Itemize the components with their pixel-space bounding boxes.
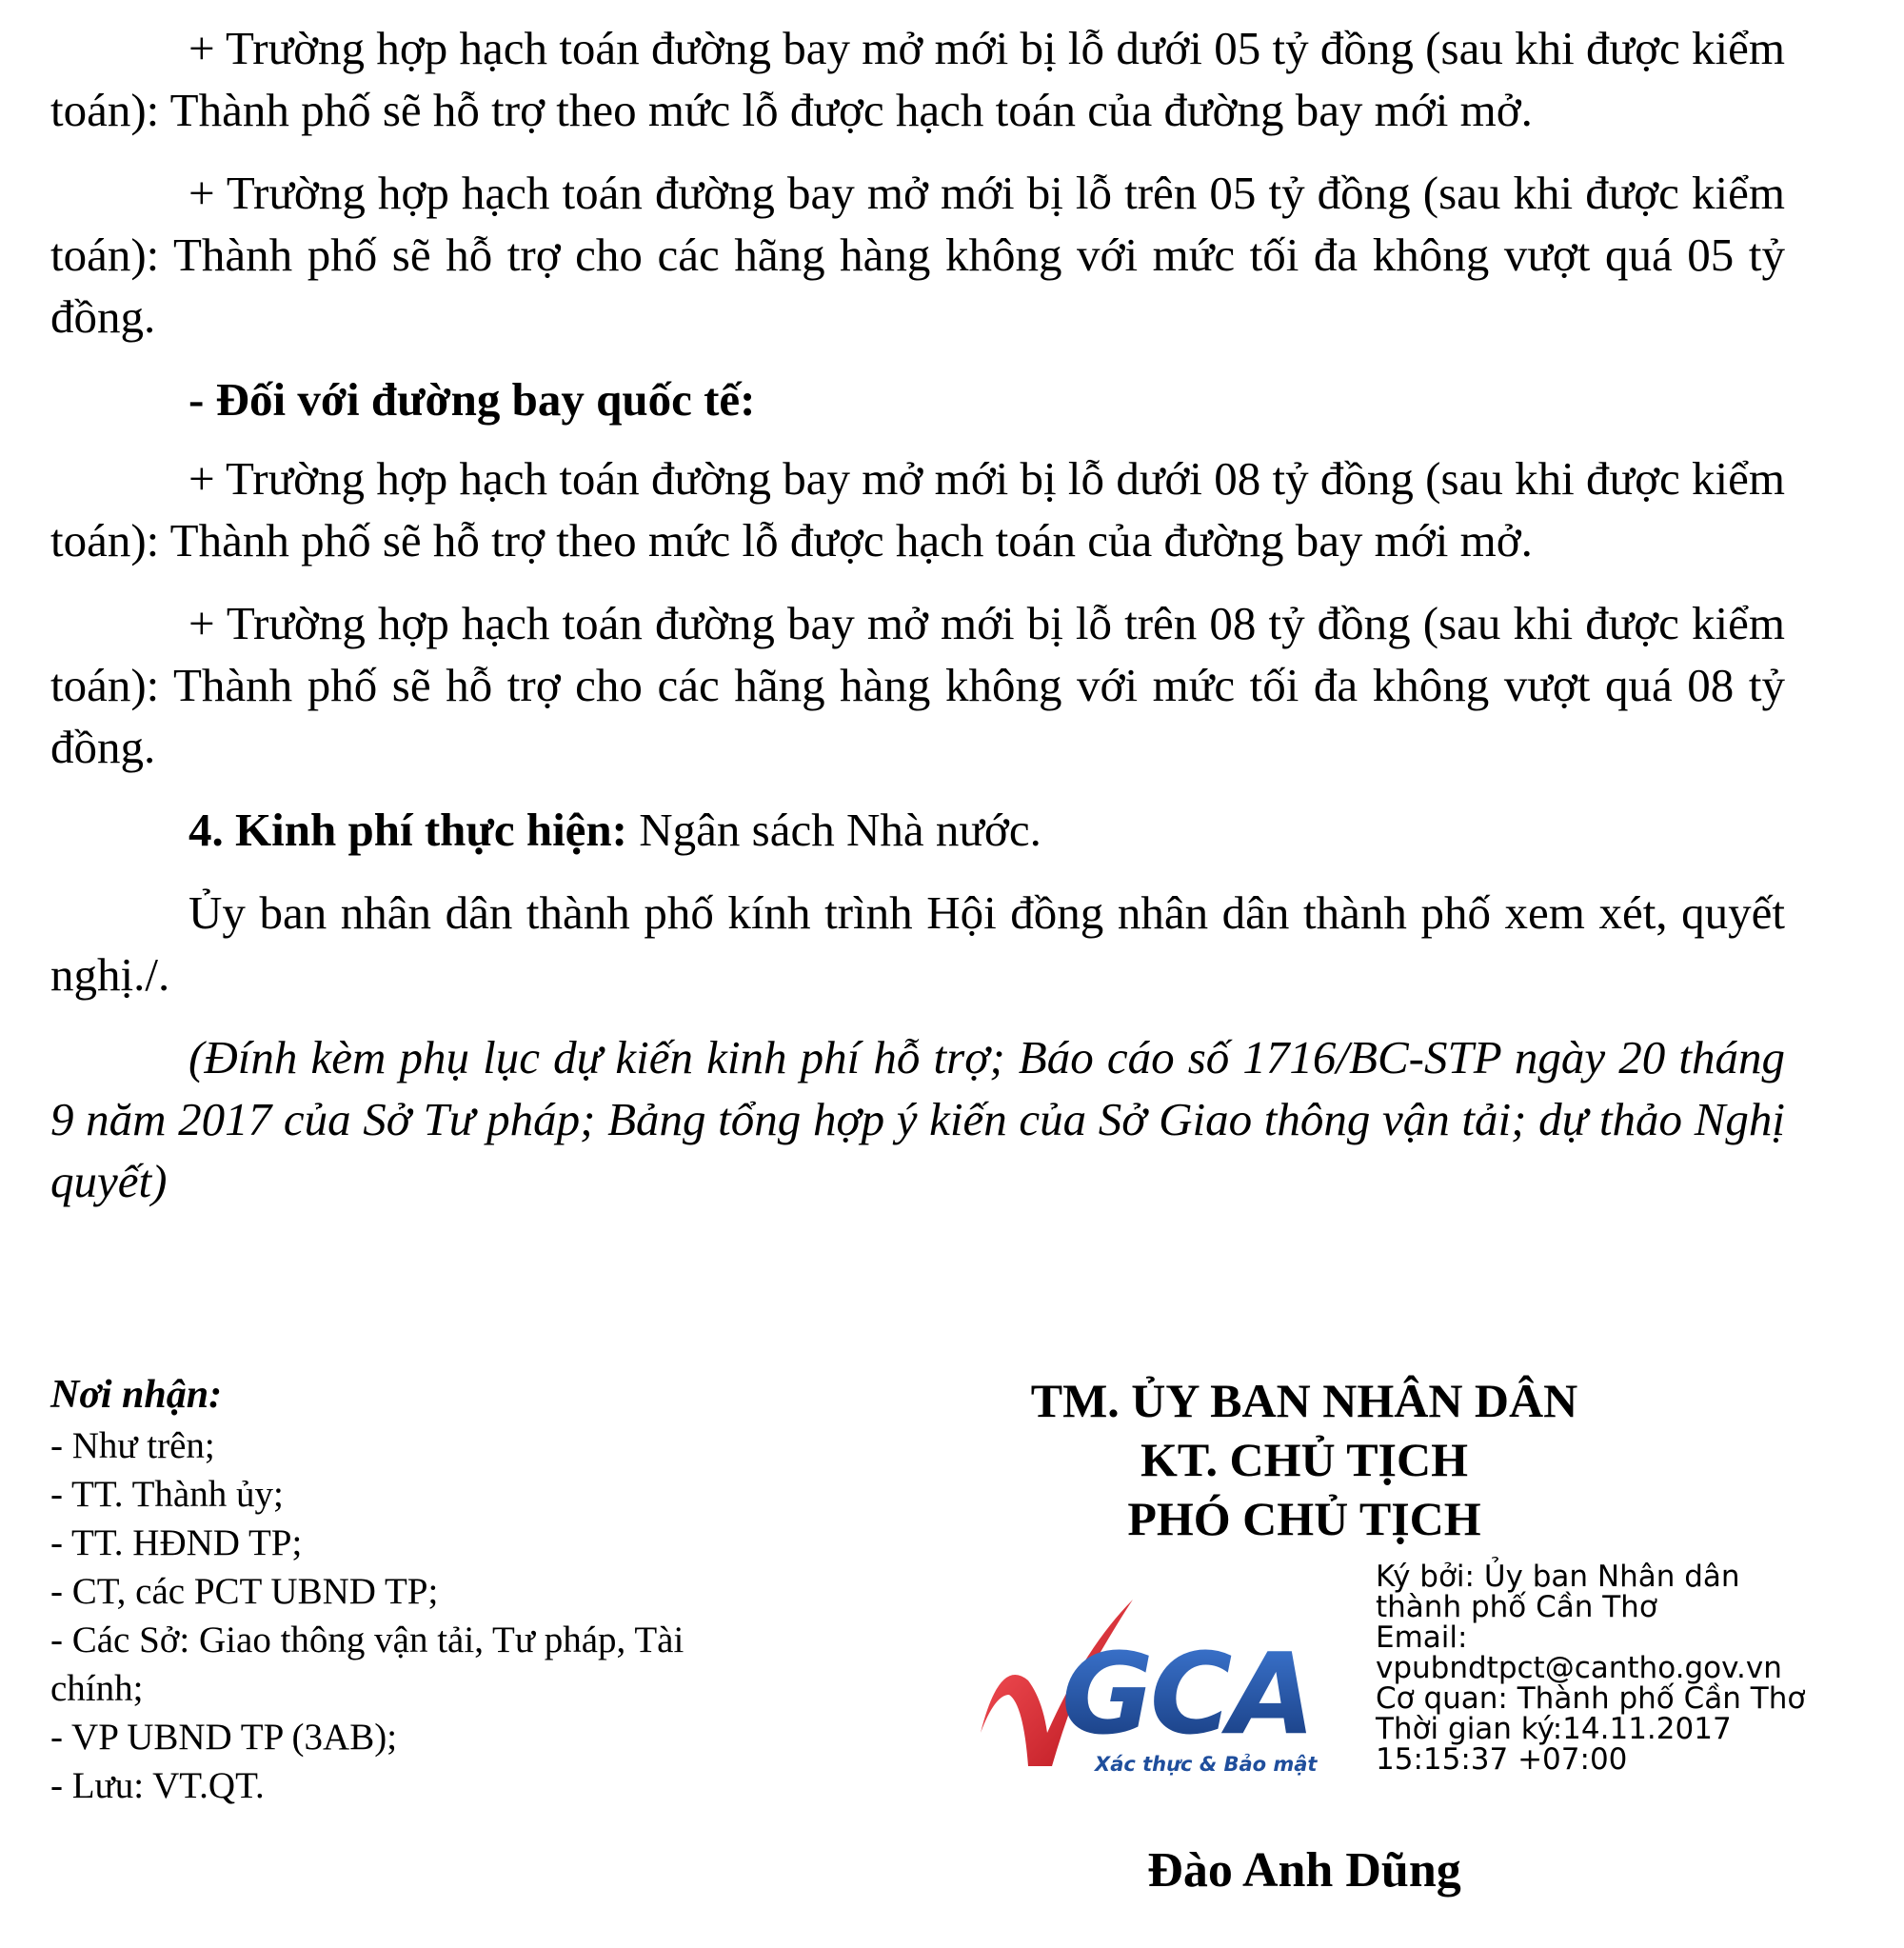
funding-label: 4. Kinh phí thực hiện: — [188, 804, 628, 856]
funding-value: Ngân sách Nhà nước. — [627, 804, 1041, 856]
paragraph-domestic-over: + Trường hợp hạch toán đường bay mở mới bị lỗ trên 05 tỷ đồng (sau khi được kiểm toán): Thành phố sẽ hỗ trợ cho các hãng hàng không với mức tối đa không vượt quá 05 tỷ đồng. — [50, 167, 1785, 343]
signature-info — [1376, 1561, 1814, 1775]
paragraph-domestic-under: + Trường hợp hạch toán đường bay mở mới bị lỗ dưới 05 tỷ đồng (sau khi được kiểm toán): Thành phố sẽ hỗ trợ theo mức lỗ được hạch toán của đường bay mới mở. — [50, 22, 1785, 136]
recipient-item: - Như trên; — [50, 1425, 215, 1466]
signer-title-line2: KT. CHỦ TỊCH — [1140, 1433, 1469, 1486]
paragraph-submission: Ủy ban nhân dân thành phố kính trình Hội đồng nhân dân thành phố xem xét, quyết nghị./. — [50, 886, 1785, 1001]
recipient-item: - Lưu: VT.QT. — [50, 1765, 265, 1806]
signer-title — [962, 1371, 1647, 1548]
document-body — [50, 17, 1785, 1233]
recipient-item: - VP UBND TP (3AB); — [50, 1717, 398, 1758]
recipients-heading: Nơi nhận: — [50, 1373, 223, 1417]
signer-name: Đào Anh Dũng — [1147, 1843, 1461, 1898]
email-label: Email: — [1376, 1620, 1468, 1655]
paragraph-funding — [50, 799, 1785, 861]
signer-title-line1: TM. ỦY BAN NHÂN DÂN — [1030, 1374, 1578, 1427]
recipients-list — [50, 1371, 736, 1810]
vgca-logo-icon — [971, 1590, 1352, 1780]
recipient-item: - CT, các PCT UBND TP; — [50, 1571, 439, 1612]
vgca-tagline: Xác thực & Bảo mật — [1095, 1753, 1318, 1776]
paragraph-international-under: + Trường hợp hạch toán đường bay mở mới bị lỗ dưới 08 tỷ đồng (sau khi được kiểm toán): Thành phố sẽ hỗ trợ theo mức lỗ được hạch toán của đường bay mới mở. — [50, 452, 1785, 567]
heading-international: - Đối với đường bay quốc tế: — [188, 373, 756, 426]
recipient-item: - Các Sở: Giao thông vận tải, Tư pháp, Tài chính; — [50, 1620, 684, 1709]
signer-title-line3: PHÓ CHỦ TỊCH — [1127, 1492, 1481, 1545]
paragraph-attachments: (Đính kèm phụ lục dự kiến kinh phí hỗ trợ; Báo cáo số 1716/BC-STP ngày 20 tháng 9 năm 2017 của Sở Tư pháp; Bảng tổng hợp ý kiến của Sở Giao thông vận tải; dự thảo Nghị quyết) — [50, 1031, 1785, 1207]
recipient-item: - TT. HĐND TP; — [50, 1522, 303, 1563]
digital-signature — [971, 1561, 1809, 1790]
recipient-item: - TT. Thành ủy; — [50, 1474, 284, 1515]
svg-text:GCA: GCA — [1061, 1628, 1312, 1759]
signed-time: Thời gian ký:14.11.2017 15:15:37 +07:00 — [1376, 1712, 1732, 1777]
paragraph-international-over: + Trường hợp hạch toán đường bay mở mới bị lỗ trên 08 tỷ đồng (sau khi được kiểm toán): Thành phố sẽ hỗ trợ cho các hãng hàng không với mức tối đa không vượt quá 08 tỷ đồng. — [50, 597, 1785, 773]
signed-by: Ký bởi: Ủy ban Nhân dân thành phố Cần Thơ — [1376, 1560, 1740, 1624]
email-value: vpubndtpct@cantho.gov.vn — [1376, 1651, 1782, 1685]
agency: Cơ quan: Thành phố Cần Thơ — [1376, 1681, 1806, 1716]
